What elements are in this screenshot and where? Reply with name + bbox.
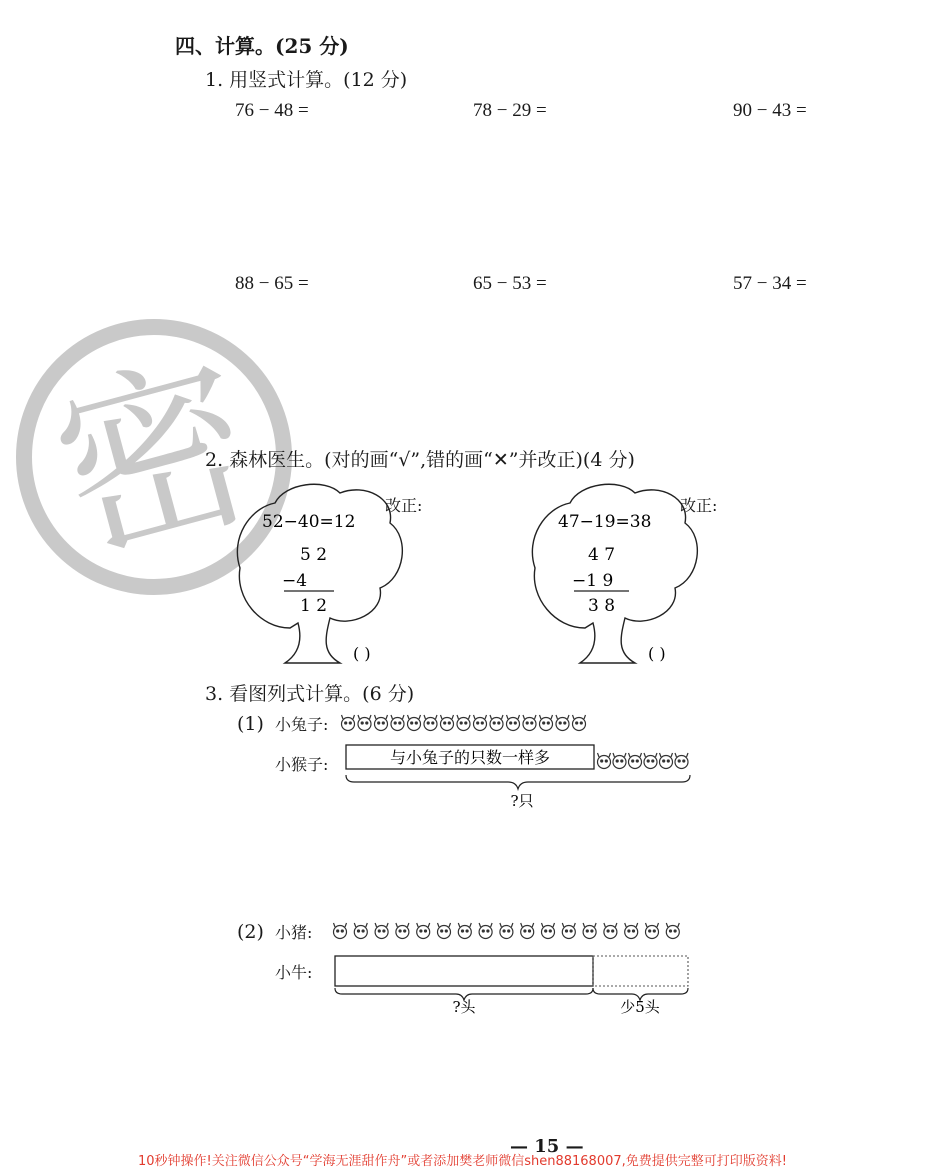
watermark-char: 密 <box>34 328 276 591</box>
rabbit-icon <box>408 715 421 731</box>
monkey-total-label: ?只 <box>510 792 534 810</box>
q3-p1-label-rabbit: 小兔子: <box>275 715 329 734</box>
rabbit-icon <box>474 715 487 731</box>
cow-diagram <box>330 952 695 1017</box>
pig-icon <box>542 923 555 939</box>
pig-icon <box>562 923 575 939</box>
monkey-icon <box>629 753 642 769</box>
q3-p1-label-monkey: 小猴子: <box>275 755 329 774</box>
tree1-correct-label: 改正: <box>385 496 423 515</box>
pig-icon <box>417 923 430 939</box>
tree1-sub: −4 <box>282 571 308 591</box>
pig-icon <box>500 923 513 939</box>
page-number: — 15 — <box>510 1136 584 1157</box>
pig-icon <box>375 923 388 939</box>
pig-icon <box>646 923 659 939</box>
pig-icon <box>458 923 471 939</box>
monkey-icon <box>598 753 611 769</box>
pig-icon <box>521 923 534 939</box>
rabbit-icons-row <box>340 712 600 734</box>
monkey-box-text: 与小兔子的只数一样多 <box>389 748 551 767</box>
pig-icon <box>479 923 492 939</box>
pig-icon <box>354 923 367 939</box>
tree2-sub: −1 9 <box>572 571 614 591</box>
q3-p2-label-pig: 小猪: <box>275 923 313 942</box>
rabbit-icon <box>342 715 355 731</box>
pig-icon <box>396 923 409 939</box>
q3-p2-label-cow: 小牛: <box>275 963 313 982</box>
tree1-top: 5 2 <box>300 545 328 565</box>
cow-right-label: 少5头 <box>620 998 660 1016</box>
q3-p1-number: (1) <box>237 713 264 735</box>
tree2-result: 3 8 <box>588 596 616 616</box>
cow-left-label: ?头 <box>452 998 476 1016</box>
q3-p2-number: (2) <box>237 921 264 943</box>
rabbit-icon <box>490 715 503 731</box>
tree1-paren: ( ) <box>353 644 371 663</box>
tree2-top: 4 7 <box>588 545 616 565</box>
rabbit-icon <box>540 715 553 731</box>
q1-eq-6: 57 − 34 = <box>733 273 807 294</box>
rabbit-icon <box>424 715 437 731</box>
footer-promo: 10秒钟操作!关注微信公众号“学海无涯甜作舟”或者添加樊老师微信shen88168007,免费提供完整可打印版资料! <box>138 1154 787 1169</box>
q1-eq-3: 90 − 43 = <box>733 100 807 121</box>
pig-icons-row <box>330 920 695 942</box>
section-title: 四、计算。(25 分) <box>175 34 349 58</box>
pig-icon <box>334 923 347 939</box>
tree2-equation: 47−19=38 <box>558 512 652 532</box>
tree2-correct-label: 改正: <box>680 496 718 515</box>
rabbit-icon <box>457 715 470 731</box>
rabbit-icon <box>523 715 536 731</box>
monkey-icon <box>613 753 626 769</box>
pig-icon <box>625 923 638 939</box>
pig-icon <box>438 923 451 939</box>
rabbit-icon <box>573 715 586 731</box>
q1-title: 1. 用竖式计算。(12 分) <box>205 69 408 91</box>
monkey-icon <box>675 753 688 769</box>
q1-eq-1: 76 − 48 = <box>235 100 309 121</box>
q1-eq-5: 65 − 53 = <box>473 273 547 294</box>
tree2-paren: ( ) <box>648 644 666 663</box>
q1-eq-4: 88 − 65 = <box>235 273 309 294</box>
rabbit-icon <box>358 715 371 731</box>
rabbit-icon <box>556 715 569 731</box>
rabbit-icon <box>375 715 388 731</box>
monkey-diagram <box>340 742 700 814</box>
tree1-equation: 52−40=12 <box>262 512 356 532</box>
monkey-icon <box>660 753 673 769</box>
rabbit-icon <box>507 715 520 731</box>
rabbit-icon <box>391 715 404 731</box>
q3-title: 3. 看图列式计算。(6 分) <box>205 683 415 705</box>
monkey-icon <box>644 753 657 769</box>
tree1-result: 1 2 <box>300 596 328 616</box>
pig-icon <box>604 923 617 939</box>
pig-icon <box>666 923 679 939</box>
pig-icon <box>583 923 596 939</box>
q2-title: 2. 森林医生。(对的画“√”,错的画“✕”并改正)(4 分) <box>205 449 635 471</box>
q1-eq-2: 78 − 29 = <box>473 100 547 121</box>
rabbit-icon <box>441 715 454 731</box>
